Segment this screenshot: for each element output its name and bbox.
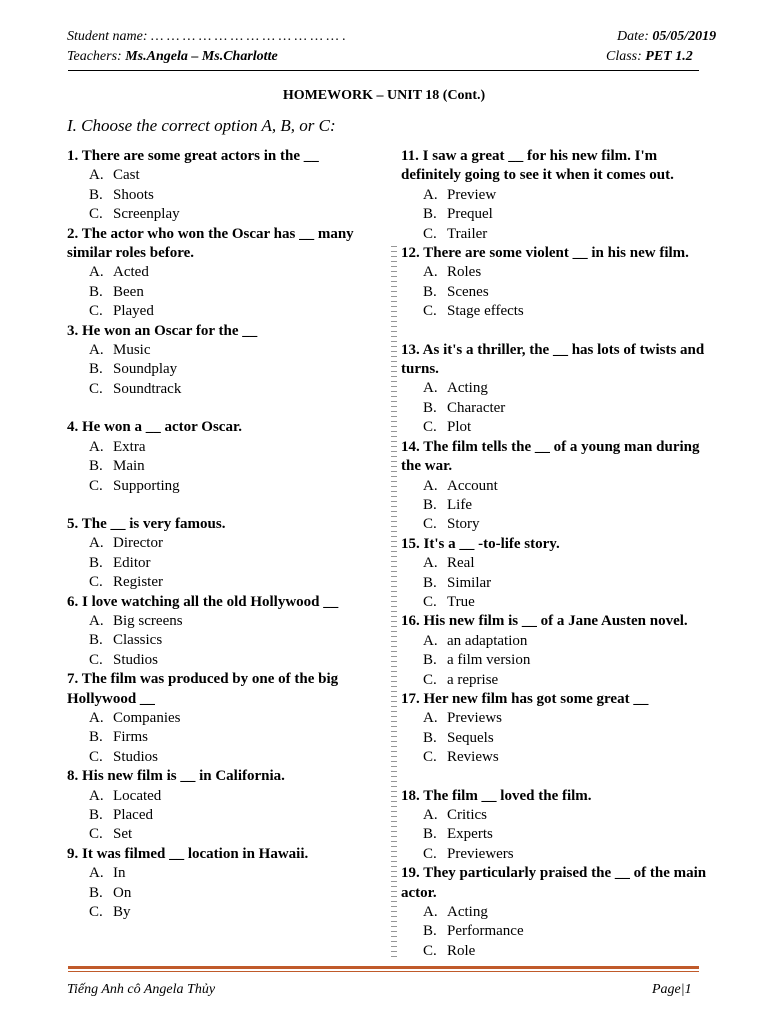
- date-line: [617, 27, 716, 47]
- question-block: [401, 535, 719, 613]
- option-letter: C.: [89, 574, 103, 591]
- class-line: [606, 47, 693, 67]
- option-text: Plot: [447, 419, 472, 436]
- option-text: Previews: [447, 710, 502, 727]
- question-block: [401, 612, 719, 690]
- option-letter: C.: [89, 748, 103, 765]
- answer-option: [401, 379, 719, 398]
- header-rule: [68, 70, 699, 71]
- question-text: 13. As it's a thriller, the __ has lots of twists and turns.: [401, 341, 705, 378]
- option-letter: B.: [89, 458, 103, 475]
- right-question-column: [401, 147, 719, 961]
- option-letter: A.: [89, 438, 104, 455]
- option-letter: C.: [89, 206, 103, 223]
- option-text: Companies: [113, 709, 181, 726]
- option-text: Editor: [113, 554, 151, 571]
- answer-option: [67, 554, 385, 573]
- answer-option: [401, 709, 719, 728]
- option-text: Role: [447, 942, 476, 959]
- option-text: Similar: [447, 574, 492, 591]
- answer-option: [67, 864, 385, 883]
- teachers-value: Ms.Angela – Ms.Charlotte: [125, 49, 278, 64]
- question-block: [67, 670, 385, 767]
- answer-option: [401, 418, 719, 437]
- option-letter: C.: [423, 516, 437, 533]
- option-text: Scenes: [447, 283, 489, 300]
- question-text: 8. His new film is __ in California.: [67, 768, 285, 785]
- option-text: Acted: [113, 264, 149, 281]
- answer-option: [67, 884, 385, 903]
- option-letter: B.: [89, 361, 103, 378]
- answer-option: [67, 748, 385, 767]
- option-text: Performance: [447, 923, 524, 940]
- answer-option: [67, 438, 385, 457]
- option-letter: A.: [89, 167, 104, 184]
- answer-option: [67, 205, 385, 224]
- option-text: Studios: [113, 748, 159, 765]
- teachers-label: Teachers:: [67, 49, 122, 64]
- option-text: True: [447, 593, 475, 610]
- question-text: 14. The film tells the __ of a young man during the war.: [401, 438, 700, 475]
- answer-option: [401, 632, 719, 651]
- answer-option: [401, 942, 719, 961]
- option-text: Extra: [113, 438, 146, 455]
- question-block: [401, 438, 719, 535]
- answer-option: [67, 380, 385, 399]
- question-block: [401, 244, 719, 322]
- option-letter: C.: [423, 671, 437, 688]
- question-text: 5. The __ is very famous.: [67, 515, 226, 532]
- option-text: Main: [113, 458, 145, 475]
- answer-option: [401, 477, 719, 496]
- option-text: a reprise: [447, 671, 499, 688]
- question-text: 2. The actor who won the Oscar has __ many similar roles before.: [67, 225, 354, 262]
- option-text: Previewers: [447, 845, 514, 862]
- option-text: On: [113, 884, 132, 901]
- option-text: Critics: [447, 807, 487, 823]
- answer-option: [401, 593, 719, 612]
- option-text: Music: [113, 342, 151, 359]
- option-text: Prequel: [447, 206, 493, 223]
- answer-option: [401, 515, 719, 534]
- answer-option: [67, 360, 385, 379]
- option-letter: C.: [89, 303, 103, 320]
- option-letter: C.: [423, 593, 437, 610]
- answer-option: [67, 651, 385, 670]
- option-text: Screenplay: [113, 206, 180, 223]
- option-letter: C.: [423, 419, 437, 436]
- option-text: a film version: [447, 652, 531, 669]
- footer-left-text: Tiếng Anh cô Angela Thủy: [67, 982, 216, 997]
- option-letter: A.: [423, 555, 438, 572]
- option-letter: C.: [423, 845, 437, 862]
- question-block: [67, 845, 385, 923]
- option-text: Preview: [447, 186, 497, 203]
- page-title: HOMEWORK – UNIT 18 (Cont.): [282, 88, 486, 103]
- question-block: [401, 787, 719, 865]
- option-letter: A.: [423, 380, 438, 397]
- student-name-blank: : … … … … … … … … … … … … .: [142, 29, 346, 44]
- option-text: In: [113, 865, 126, 882]
- question-text: 7. The film was produced by one of the big Hollywood __: [67, 671, 339, 707]
- option-text: Roles: [447, 264, 482, 281]
- option-text: Director: [113, 535, 163, 552]
- option-text: Stage effects: [447, 303, 524, 320]
- option-text: Account: [447, 477, 498, 494]
- question-block: [67, 767, 385, 845]
- option-text: Trailer: [447, 225, 488, 242]
- question-text: 19. They particularly praised the __ of the main actor.: [401, 865, 707, 901]
- question-block: [67, 593, 385, 671]
- option-text: Soundtrack: [113, 380, 182, 397]
- option-text: Set: [113, 826, 133, 843]
- option-letter: B.: [423, 574, 437, 591]
- answer-option: [401, 263, 719, 282]
- answer-option: [401, 729, 719, 748]
- option-letter: B.: [89, 186, 103, 203]
- option-text: Classics: [113, 632, 163, 649]
- option-text: Cast: [113, 167, 140, 184]
- answer-option: [401, 651, 719, 670]
- option-text: Soundplay: [113, 361, 178, 378]
- option-letter: C.: [89, 651, 103, 668]
- option-letter: A.: [89, 865, 104, 882]
- option-text: Acting: [447, 380, 488, 397]
- answer-option: [401, 671, 719, 690]
- option-letter: A.: [89, 342, 104, 359]
- answer-option: [401, 399, 719, 418]
- option-letter: A.: [89, 264, 104, 281]
- page-number: Page|1: [652, 982, 692, 997]
- option-text: Shoots: [113, 186, 154, 203]
- answer-option: [67, 631, 385, 650]
- option-letter: B.: [423, 496, 437, 513]
- option-text: Studios: [113, 651, 159, 668]
- option-letter: B.: [423, 923, 437, 940]
- option-text: Supporting: [113, 477, 180, 494]
- class-label: Class:: [606, 49, 642, 64]
- answer-option: [67, 302, 385, 321]
- option-text: Placed: [113, 807, 153, 823]
- option-letter: A.: [423, 264, 438, 281]
- answer-option: [401, 845, 719, 864]
- answer-option: [401, 496, 719, 515]
- question-block: [401, 147, 719, 244]
- question-block: [67, 147, 385, 225]
- answer-option: [401, 283, 719, 302]
- answer-option: [67, 573, 385, 592]
- option-letter: B.: [423, 206, 437, 223]
- option-letter: C.: [89, 477, 103, 494]
- option-letter: A.: [423, 186, 438, 203]
- answer-option: [401, 225, 719, 244]
- answer-option: [67, 477, 385, 496]
- question-text: 15. It's a __ -to-life story.: [401, 535, 560, 552]
- option-letter: C.: [423, 749, 437, 766]
- option-text: Acting: [447, 904, 488, 921]
- question-block: [67, 515, 385, 593]
- option-text: Played: [113, 303, 154, 320]
- option-text: Register: [113, 574, 163, 591]
- question-text: 11. I saw a great __ for his new film. I'm definitely going to see it when it comes out.: [401, 148, 674, 184]
- class-value: PET 1.2: [645, 49, 693, 64]
- option-text: Firms: [113, 729, 149, 746]
- answer-option: [401, 748, 719, 767]
- option-letter: A.: [89, 787, 104, 804]
- answer-option: [401, 574, 719, 593]
- option-text: Life: [447, 496, 472, 513]
- answer-option: [67, 263, 385, 282]
- footer-rule: [68, 966, 699, 969]
- option-text: Character: [447, 399, 506, 416]
- question-block: [67, 225, 385, 322]
- answer-option: [67, 166, 385, 185]
- date-value: 05/05/2019: [652, 29, 717, 44]
- teachers-line: [67, 47, 278, 67]
- question-block: [401, 690, 719, 768]
- option-letter: B.: [423, 399, 437, 416]
- question-text: 16. His new film is __ of a Jane Austen novel.: [401, 613, 688, 630]
- option-letter: C.: [423, 942, 437, 959]
- student-name-label: Student name: [67, 29, 143, 44]
- answer-option: [67, 728, 385, 747]
- answer-option: [67, 186, 385, 205]
- option-letter: C.: [423, 303, 437, 320]
- question-text: 9. It was filmed __ location in Hawaii.: [67, 845, 309, 862]
- option-letter: B.: [89, 807, 103, 823]
- option-letter: A.: [89, 612, 104, 629]
- option-letter: A.: [423, 477, 438, 494]
- option-letter: B.: [89, 729, 103, 746]
- answer-option: [401, 205, 719, 224]
- answer-option: [67, 341, 385, 360]
- question-text: 1. There are some great actors in the __: [67, 148, 319, 164]
- question-text: 18. The film __ loved the film.: [401, 787, 592, 804]
- answer-option: [67, 825, 385, 844]
- option-letter: C.: [89, 904, 103, 921]
- option-letter: C.: [89, 826, 103, 843]
- answer-option: [67, 612, 385, 631]
- section-heading: I. Choose the correct option A, B, or C:: [67, 116, 336, 135]
- student-name-line: [67, 27, 346, 47]
- option-text: Big screens: [113, 612, 183, 629]
- column-divider: [391, 246, 397, 961]
- option-letter: B.: [423, 283, 437, 300]
- option-text: Been: [113, 283, 144, 300]
- question-text: 6. I love watching all the old Hollywood __: [67, 593, 339, 610]
- answer-option: [401, 903, 719, 922]
- option-letter: B.: [423, 826, 437, 843]
- option-text: Reviews: [447, 749, 499, 766]
- option-letter: B.: [89, 283, 103, 300]
- answer-option: [401, 825, 719, 844]
- option-letter: A.: [89, 535, 104, 552]
- footer-rule-thin: [68, 971, 699, 972]
- option-letter: A.: [423, 710, 438, 727]
- answer-option: [67, 903, 385, 922]
- answer-option: [401, 186, 719, 205]
- answer-option: [401, 302, 719, 321]
- answer-option: [67, 534, 385, 553]
- option-text: Experts: [447, 826, 493, 843]
- option-letter: A.: [423, 632, 438, 649]
- answer-option: [67, 787, 385, 806]
- option-letter: B.: [423, 729, 437, 746]
- question-text: 17. Her new film has got some great __: [401, 690, 649, 707]
- option-letter: A.: [423, 904, 438, 921]
- option-letter: C.: [423, 225, 437, 242]
- question-block: [67, 322, 385, 400]
- answer-option: [67, 283, 385, 302]
- answer-option: [401, 554, 719, 573]
- answer-option: [67, 806, 385, 825]
- option-text: Story: [447, 516, 480, 533]
- answer-option: [401, 806, 719, 825]
- left-question-column: [67, 147, 385, 922]
- option-text: Real: [447, 555, 475, 572]
- question-text: 4. He won a __ actor Oscar.: [67, 419, 242, 436]
- answer-option: [67, 709, 385, 728]
- option-letter: A.: [423, 807, 438, 823]
- question-block: [401, 341, 719, 438]
- option-letter: A.: [89, 709, 104, 726]
- question-block: [67, 418, 385, 496]
- option-text: By: [113, 904, 131, 921]
- question-block: [401, 864, 719, 961]
- option-letter: B.: [89, 884, 103, 901]
- option-letter: C.: [89, 380, 103, 397]
- answer-option: [67, 457, 385, 476]
- answer-option: [401, 922, 719, 941]
- option-text: Sequels: [447, 729, 494, 746]
- option-letter: B.: [423, 652, 437, 669]
- option-text: an adaptation: [447, 632, 528, 649]
- question-text: 3. He won an Oscar for the __: [67, 322, 258, 339]
- date-label: Date:: [617, 29, 649, 44]
- question-text: 12. There are some violent __ in his new film.: [401, 245, 689, 262]
- option-letter: B.: [89, 632, 103, 649]
- option-letter: B.: [89, 554, 103, 571]
- option-text: Located: [113, 787, 162, 804]
